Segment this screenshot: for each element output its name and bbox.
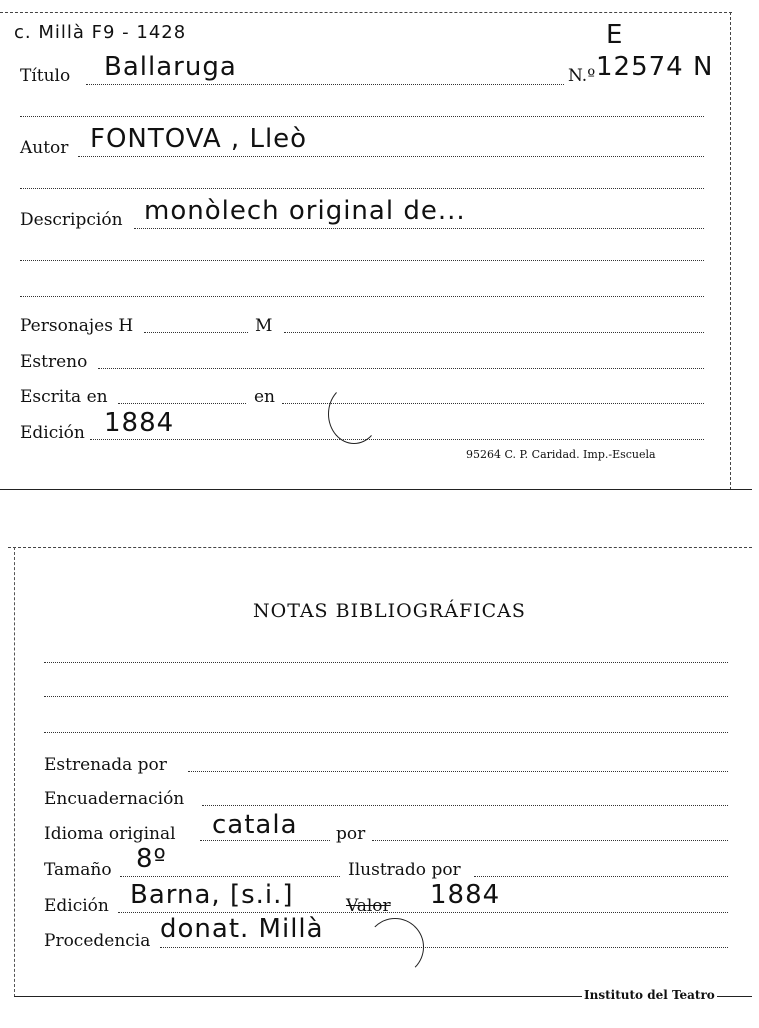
estreno-line (98, 368, 704, 369)
printer-note: 95264 C. P. Caridad. Imp.-Escuela (466, 448, 656, 461)
tamano-label: Tamaño (44, 860, 112, 880)
numero-value: 12574 N (596, 52, 714, 82)
estrenada-line (188, 771, 728, 772)
card2-line-1 (44, 662, 728, 663)
ilustrado-line (474, 876, 728, 877)
tamano-line (120, 876, 340, 877)
escrita-label: Escrita en (20, 387, 108, 407)
edicion2-label: Edición (44, 896, 109, 916)
valor-value: 1884 (430, 880, 501, 910)
punch-hole-1 (328, 384, 380, 444)
card2-line-3 (44, 732, 728, 733)
procedencia-line (160, 947, 728, 948)
titulo-line (86, 84, 564, 85)
card1-top-note: c. Millà F9 - 1428 (14, 22, 187, 43)
personajes-h-line (144, 332, 248, 333)
escrita-line (118, 403, 246, 404)
card2-line-2 (44, 696, 728, 697)
descripcion-value: monòlech original de... (144, 196, 466, 226)
titulo-value: Ballaruga (104, 52, 237, 82)
card1-line-6 (20, 260, 704, 261)
notas-heading: NOTAS BIBLIOGRÁFICAS (253, 600, 526, 622)
card1-border-bottom (0, 489, 752, 490)
tamano-value: 8º (136, 844, 167, 874)
descripcion-line (134, 228, 704, 229)
card1-border-right (730, 12, 731, 490)
card1-border-top (0, 12, 732, 13)
encuadernacion-line (202, 805, 728, 806)
edicion2-value: Barna, [s.i.] (130, 880, 294, 910)
personajes-m-label: M (255, 316, 273, 336)
procedencia-value: donat. Millà (160, 914, 324, 944)
autor-value: FONTOVA , Lleò (90, 124, 308, 154)
numero-label: N.º (568, 66, 596, 86)
card1-corner-letter: E (606, 20, 624, 50)
ilustrado-label: Ilustrado por (348, 860, 461, 880)
procedencia-label: Procedencia (44, 931, 151, 951)
card1-line-4 (20, 188, 704, 189)
titulo-label: Título (20, 66, 71, 86)
idioma-label: Idioma original (44, 824, 176, 844)
card1-line-2 (20, 116, 704, 117)
idioma-por-line (372, 840, 728, 841)
edicion1-value: 1884 (104, 408, 175, 438)
card1-line-7 (20, 296, 704, 297)
autor-label: Autor (20, 138, 69, 158)
idioma-value: catala (212, 810, 298, 840)
edicion1-line (90, 439, 704, 440)
card2-footer: Instituto del Teatro (584, 988, 715, 1002)
personajes-label: Personajes H (20, 316, 134, 336)
edicion1-label: Edición (20, 423, 85, 443)
card2-border-top (8, 547, 752, 548)
escrita-en-label: en (254, 387, 276, 407)
idioma-line (200, 840, 330, 841)
valor-label: Valor (346, 896, 391, 916)
idioma-por-label: por (336, 824, 366, 844)
punch-hole-2 (366, 918, 424, 976)
estrenada-label: Estrenada por (44, 755, 167, 775)
encuadernacion-label: Encuadernación (44, 789, 185, 809)
descripcion-label: Descripción (20, 210, 123, 230)
autor-line (78, 156, 704, 157)
estreno-label: Estreno (20, 352, 88, 372)
card2-border-left (14, 547, 15, 997)
edicion2-line (118, 912, 728, 913)
personajes-m-line (284, 332, 704, 333)
